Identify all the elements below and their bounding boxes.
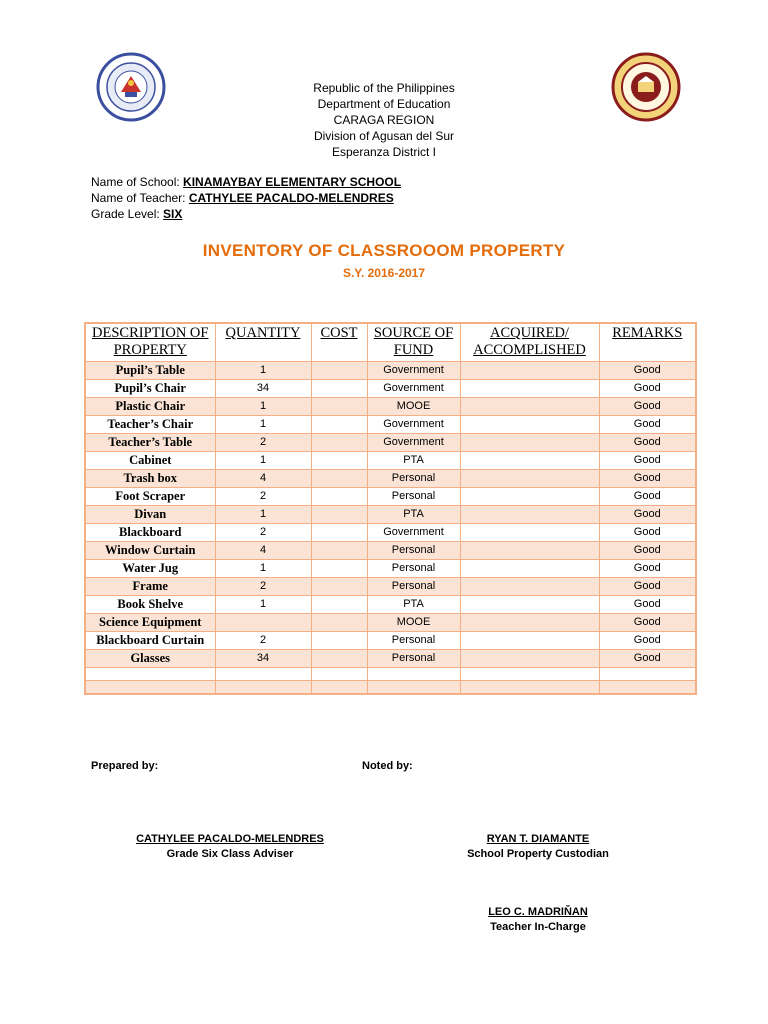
grade-label: Grade Level:	[91, 207, 164, 221]
preparer-name: CATHYLEE PACALDO-MELENDRES	[136, 833, 324, 845]
row-source: PTA	[367, 452, 460, 470]
empty-cell	[460, 668, 599, 681]
row-source: MOOE	[367, 614, 460, 632]
row-description: Divan	[85, 506, 215, 524]
row-cost	[311, 434, 367, 452]
row-remarks: Good	[599, 434, 696, 452]
row-quantity: 1	[215, 416, 311, 434]
row-source: Personal	[367, 542, 460, 560]
row-remarks: Good	[599, 398, 696, 416]
empty-cell	[599, 681, 696, 695]
row-quantity: 1	[215, 452, 311, 470]
row-description: Frame	[85, 578, 215, 596]
row-remarks: Good	[599, 452, 696, 470]
row-quantity: 4	[215, 542, 311, 560]
empty-row	[85, 681, 696, 695]
row-quantity	[215, 614, 311, 632]
custodian-signature	[443, 832, 633, 862]
row-description: Teacher’s Table	[85, 434, 215, 452]
row-source: Personal	[367, 560, 460, 578]
school-info	[91, 174, 401, 222]
row-remarks: Good	[599, 524, 696, 542]
row-description: Water Jug	[85, 560, 215, 578]
school-year: S.Y. 2016-2017	[342, 266, 426, 280]
row-source: Government	[367, 434, 460, 452]
row-description: Window Curtain	[85, 542, 215, 560]
row-cost	[311, 560, 367, 578]
row-description: Cabinet	[85, 452, 215, 470]
table-row	[85, 524, 696, 542]
row-cost	[311, 398, 367, 416]
row-remarks: Good	[599, 542, 696, 560]
row-cost	[311, 650, 367, 668]
row-source: PTA	[367, 596, 460, 614]
empty-cell	[85, 668, 215, 681]
incharge-signature	[463, 905, 613, 935]
col-header-quantity: QUANTITY	[215, 323, 311, 362]
table-row	[85, 416, 696, 434]
row-cost	[311, 470, 367, 488]
row-cost	[311, 578, 367, 596]
row-cost	[311, 506, 367, 524]
row-source: Government	[367, 362, 460, 380]
table-row	[85, 578, 696, 596]
empty-cell	[311, 681, 367, 695]
col-header-acquired: ACQUIRED/ ACCOMPLISHED	[460, 323, 599, 362]
row-quantity: 4	[215, 470, 311, 488]
row-description: Pupil’s Chair	[85, 380, 215, 398]
row-remarks: Good	[599, 506, 696, 524]
row-source: Personal	[367, 488, 460, 506]
table-body	[85, 362, 696, 695]
col-header-description: DESCRIPTION OF PROPERTY	[85, 323, 215, 362]
row-description: Science Equipment	[85, 614, 215, 632]
row-acquired	[460, 596, 599, 614]
row-quantity: 1	[215, 506, 311, 524]
row-description: Plastic Chair	[85, 398, 215, 416]
row-quantity: 1	[215, 398, 311, 416]
row-quantity: 2	[215, 524, 311, 542]
row-cost	[311, 488, 367, 506]
row-acquired	[460, 632, 599, 650]
col-header-source: SOURCE OF FUND	[367, 323, 460, 362]
agency-header	[0, 80, 768, 160]
header-line: Esperanza District I	[331, 145, 437, 159]
teacher-row	[91, 190, 401, 206]
empty-cell	[460, 681, 599, 695]
row-acquired	[460, 434, 599, 452]
table-row	[85, 380, 696, 398]
row-acquired	[460, 470, 599, 488]
row-remarks: Good	[599, 470, 696, 488]
table-row	[85, 452, 696, 470]
empty-row	[85, 668, 696, 681]
empty-cell	[85, 681, 215, 695]
row-source: Personal	[367, 470, 460, 488]
row-acquired	[460, 578, 599, 596]
table-row	[85, 470, 696, 488]
row-acquired	[460, 506, 599, 524]
row-remarks: Good	[599, 488, 696, 506]
school-row	[91, 174, 401, 190]
table-row	[85, 362, 696, 380]
teacher-value: CATHYLEE PACALDO-MELENDRES	[188, 191, 394, 205]
empty-cell	[215, 681, 311, 695]
custodian-name: RYAN T. DIAMANTE	[486, 833, 590, 845]
row-quantity: 2	[215, 434, 311, 452]
table-row	[85, 560, 696, 578]
row-acquired	[460, 560, 599, 578]
row-remarks: Good	[599, 578, 696, 596]
row-quantity: 2	[215, 632, 311, 650]
table-row	[85, 596, 696, 614]
row-remarks: Good	[599, 632, 696, 650]
noted-by-label: Noted by:	[362, 760, 413, 772]
row-source: Government	[367, 524, 460, 542]
row-acquired	[460, 524, 599, 542]
table-header-row	[85, 323, 696, 362]
row-quantity: 1	[215, 362, 311, 380]
row-quantity: 1	[215, 596, 311, 614]
row-remarks: Good	[599, 560, 696, 578]
grade-row	[91, 206, 401, 222]
empty-cell	[311, 668, 367, 681]
row-cost	[311, 524, 367, 542]
incharge-name: LEO C. MADRIŇAN	[488, 906, 588, 918]
row-remarks: Good	[599, 650, 696, 668]
header-line: Republic of the Philippines	[313, 81, 455, 95]
school-label: Name of School:	[91, 175, 184, 189]
row-description: Foot Scraper	[85, 488, 215, 506]
row-source: MOOE	[367, 398, 460, 416]
table-row	[85, 398, 696, 416]
table-row	[85, 434, 696, 452]
row-remarks: Good	[599, 614, 696, 632]
table-row	[85, 506, 696, 524]
row-quantity: 34	[215, 650, 311, 668]
empty-cell	[599, 668, 696, 681]
col-header-remarks: REMARKS	[599, 323, 696, 362]
row-remarks: Good	[599, 416, 696, 434]
row-acquired	[460, 398, 599, 416]
row-remarks: Good	[599, 362, 696, 380]
page-title: INVENTORY OF CLASSROOOM PROPERTY	[202, 241, 566, 260]
header-line: CARAGA REGION	[333, 113, 435, 127]
row-acquired	[460, 542, 599, 560]
row-quantity: 2	[215, 578, 311, 596]
row-quantity: 2	[215, 488, 311, 506]
row-description: Book Shelve	[85, 596, 215, 614]
row-cost	[311, 452, 367, 470]
row-source: Personal	[367, 650, 460, 668]
row-acquired	[460, 614, 599, 632]
row-quantity: 1	[215, 560, 311, 578]
row-description: Pupil’s Table	[85, 362, 215, 380]
header-line: Department of Education	[317, 97, 451, 111]
col-header-cost: COST	[311, 323, 367, 362]
row-source: Government	[367, 380, 460, 398]
row-source: Personal	[367, 632, 460, 650]
school-value: KINAMAYBAY ELEMENTARY SCHOOL	[183, 175, 402, 189]
preparer-signature	[115, 832, 345, 862]
row-description: Teacher’s Chair	[85, 416, 215, 434]
row-cost	[311, 632, 367, 650]
row-remarks: Good	[599, 596, 696, 614]
preparer-title: Grade Six Class Adviser	[166, 848, 294, 860]
row-source: Government	[367, 416, 460, 434]
row-description: Trash box	[85, 470, 215, 488]
row-description: Blackboard Curtain	[85, 632, 215, 650]
table-row	[85, 488, 696, 506]
row-quantity: 34	[215, 380, 311, 398]
table-row	[85, 632, 696, 650]
row-acquired	[460, 452, 599, 470]
grade-value: SIX	[163, 207, 183, 221]
row-cost	[311, 614, 367, 632]
table-row	[85, 542, 696, 560]
row-cost	[311, 416, 367, 434]
inventory-table	[84, 322, 697, 695]
row-cost	[311, 380, 367, 398]
row-remarks: Good	[599, 380, 696, 398]
table-row	[85, 614, 696, 632]
row-source: PTA	[367, 506, 460, 524]
table-row	[85, 650, 696, 668]
empty-cell	[367, 668, 460, 681]
prepared-by-label: Prepared by:	[91, 760, 159, 772]
row-description: Glasses	[85, 650, 215, 668]
row-cost	[311, 362, 367, 380]
teacher-label: Name of Teacher:	[91, 191, 189, 205]
row-acquired	[460, 488, 599, 506]
row-cost	[311, 542, 367, 560]
row-acquired	[460, 416, 599, 434]
row-acquired	[460, 380, 599, 398]
row-acquired	[460, 362, 599, 380]
custodian-title: School Property Custodian	[467, 848, 609, 860]
row-acquired	[460, 650, 599, 668]
row-description: Blackboard	[85, 524, 215, 542]
empty-cell	[215, 668, 311, 681]
incharge-title: Teacher In-Charge	[490, 921, 586, 933]
row-cost	[311, 596, 367, 614]
header-line: Division of Agusan del Sur	[313, 129, 455, 143]
row-source: Personal	[367, 578, 460, 596]
empty-cell	[367, 681, 460, 695]
